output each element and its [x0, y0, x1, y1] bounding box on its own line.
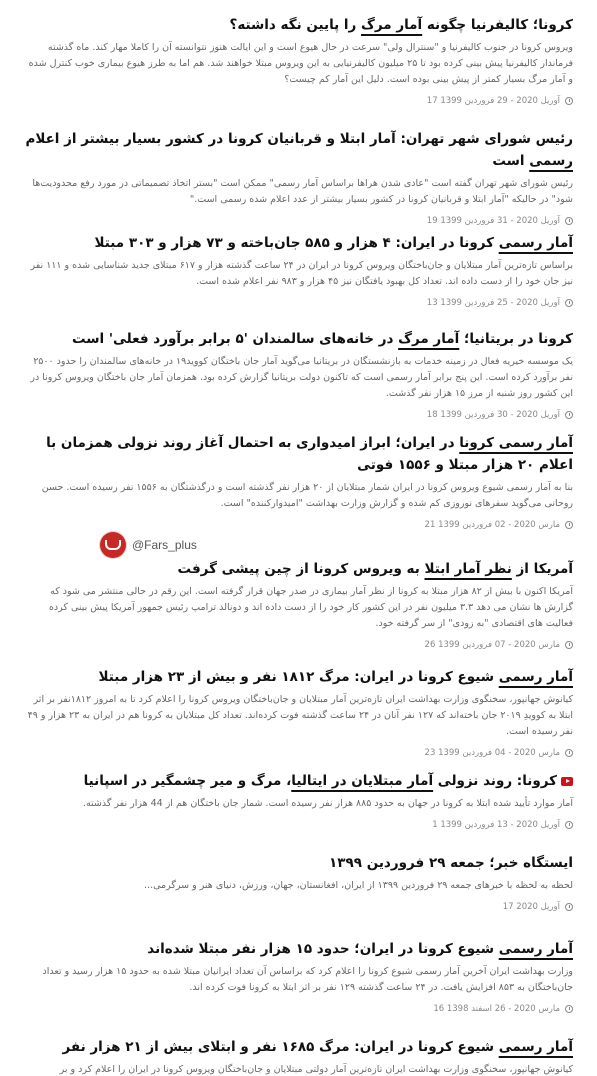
news-item [24, 666, 573, 758]
news-meta [24, 902, 573, 912]
clock-icon [565, 641, 573, 649]
title-text: کرونا در بریتانیا؛ [459, 331, 573, 347]
video-play-icon [561, 777, 573, 786]
news-meta [24, 96, 573, 106]
news-summary: کیانوش جهانپور، سخنگوی وزارت بهداشت ایران تازه‌ترین آمار مبتلایان و جان‌باختگان ویروس کرونا را اعلام کرد تا به امروز ۱۸۱۲نفر بر اثر ابتلا به کوویدِ ۲۰۱۹ جان باخته‌اند که ۱۲۷ نفر آنان در ۲۴ ساعت گذشته فوت کرده‌اند. تعداد کل مبتلایان به کرونا هم در ایران به ۲۳ هزار و ۴۹ نفر رسیده است. [27, 694, 573, 737]
clock-icon [565, 1005, 573, 1013]
news-summary: رئیس شورای شهر تهران گفته است "عادی شدن هراها براساس آمار رسمی" ممکن است "بستر اتخاذ تصمیماتی در مورد رفع محدودیت‌ها شود" در حالیکه "آمار ابتلا و قربانیان کرونا در کشور بسیار بیشتر از عدد اعلام شده رسمی است." [32, 178, 573, 205]
news-date: 1 آوریل 2020 - 13 فروردین 1399 [432, 820, 560, 830]
clock-icon [565, 903, 573, 911]
title-text: آمریکا از [511, 561, 573, 577]
news-title-link[interactable] [24, 328, 573, 350]
title-text: شیوع کرونا در ایران: مرگ ۱۸۱۲ نفر و بیش از ۲۳ هزار مبتلا [98, 669, 499, 685]
highlighted-term: آمار رسمی [498, 669, 573, 685]
news-title-link[interactable] [24, 432, 573, 476]
news-item [24, 770, 573, 830]
news-meta [24, 410, 573, 420]
news-item [24, 128, 573, 226]
news-date: 19 آوریل 2020 - 31 فروردین 1399 [426, 216, 560, 226]
news-item [24, 328, 573, 420]
highlighted-term: آمار مرگ [398, 331, 460, 347]
news-summary: لحظه به لحظه با خبرهای جمعه ۲۹ فروردین ۱۳۹۹ از ایران، افغانستان، جهان، ورزش، دنیای هنر و سرگرمی... [144, 880, 573, 891]
clock-icon [565, 749, 573, 757]
title-text: به ویروس کرونا از چین پیشی گرفت [177, 561, 425, 577]
news-item [24, 232, 573, 308]
news-summary: آمریکا اکنون با بیش از ۸۲ هزار مبتلا به کرونا از نظر آمار بیماری در صدر جهان قرار گرفته است. این رقم در حالی منتشر می شود که گزارش ها نشان می دهد ۳.۳ میلیون نفر در این کشور کار خود را از دست داده اند و دونالد ترامپ رئیس جمهور آمریکا پیش بینی کرده فعالیت های اقتصادی "به زودی" از سر گرفته خود. [48, 586, 573, 629]
news-summary: کیانوش جهانپور، سخنگوی وزارت بهداشت ایران تازه‌ترین آمار دولتی مبتلایان و جان‌باختگان ویروس کرونا در ایران را اعلام کرد و بر [59, 1064, 573, 1075]
news-date: 16 مارس 2020 - 26 اسفند 1398 [433, 1004, 560, 1014]
news-date: 26 مارس 2020 - 07 فروردین 1399 [424, 640, 560, 650]
news-meta [24, 820, 573, 830]
news-item [24, 852, 573, 912]
news-title-link[interactable] [24, 14, 573, 36]
news-summary: ویروس کرونا در جنوب کالیفرنیا و "سنترال ولی" سرعت در حال هیوع است و این ایالت هنوز نتوانسته آن را کاملا مهار کند. ماه گذشته فرماندار کالیفرنیا پیش بینی کرده بود تا ۲۵ میلیون کالیفرنیایی به این ویروس مبتلا خواهند شد. هم اما به طرز هیوع بیماری خوب کنترل شده و آمار مرگ بسیار کمتر از پیش بینی بوده است. دلیل این آمار کم چیست؟ [28, 42, 573, 85]
title-text: ، مرگ و میر چشمگیر در اسپانیا [83, 773, 292, 789]
highlighted-term: آمار مبتلایان در ایتالیا [291, 773, 434, 789]
news-meta [24, 216, 573, 226]
news-item [24, 432, 573, 530]
clock-icon [565, 97, 573, 105]
news-date: 21 مارس 2020 - 02 فروردین 1399 [424, 520, 560, 530]
news-summary: یک موسسه خیریه فعال در زمینه خدمات به بازنشستگان در بریتانیا می‌گوید آمار جان باختگان کووید۱۹ در خانه‌های سالمندان را حدود ۲۵۰۰ نفر برآورد کرده است. این پنج برابر آمار رسمی است که تاکنون دولت بریتانیا گزارش کرده بود. همزمان آمار جان باختگان ویروس کرونا در این کشور روز شنبه از مرز ۱۵ هزار نفر گذشت. [30, 356, 573, 399]
title-text: در ایران؛ ابراز امیدواری به احتمال آغاز روند نزولی همزمان با اعلام ۲۰ هزار مبتلا و ۱۵۵۶ فوتی [46, 435, 573, 473]
clock-icon [565, 821, 573, 829]
news-title-link[interactable] [24, 558, 573, 580]
title-text: شیوع کرونا در ایران: مرگ ۱۶۸۵ نفر و ابتلای بیش از ۲۱ هزار نفر [62, 1039, 499, 1055]
fars-plus-logo-icon [100, 532, 126, 558]
title-text: کرونا در ایران: ۴ هزار و ۵۸۵ جان‌باخته و ۷۳ هزار و ۳۰۳ مبتلا [94, 235, 499, 251]
highlighted-term: آمار رسمی کرونا [459, 435, 573, 451]
title-text: را پایین نگه داشته؟ [229, 17, 362, 33]
news-title-link[interactable] [24, 1036, 573, 1058]
news-title-link[interactable] [24, 666, 573, 688]
news-item [24, 558, 573, 650]
highlighted-term: آمار رسمی [498, 235, 573, 251]
news-title-link[interactable] [24, 232, 573, 254]
title-text: در خانه‌های سالمندان '۵ برابر برآورد فعلی' است [71, 331, 399, 347]
clock-icon [565, 299, 573, 307]
fars-plus-watermark [100, 532, 197, 558]
news-item [24, 938, 573, 1014]
highlighted-term: آمار مرگ [361, 17, 423, 33]
title-text: شیوع کرونا در ایران؛ حدود ۱۵ هزار نفر مبتلا شده‌اند [147, 941, 499, 957]
news-summary: آمار موارد تأیید شده ابتلا به کرونا در جهان به حدود ۸۸۵ هزار نفر رسیده است. شمار جان باختگان هم از 44 هزار نفر گذشته. [82, 798, 573, 809]
news-meta [24, 520, 573, 530]
watermark-handle: @Fars_plus [132, 538, 197, 552]
news-title-link[interactable] [24, 938, 573, 960]
news-summary: براساس تازه‌ترین آمار مبتلایان و جان‌باختگان ویروس کرونا در ایران در ۲۴ ساعت گذشته هزار و ۶۱۷ مبتلای جدید شناسایی شده و ۱۱۱ نفر نیز جان خود را از دست داده اند. تعداد کل بهبود یافتگان نیز ۴۵ هزار و ۹۸۳ نفر اعلام شده است. [30, 260, 573, 287]
news-date: 13 آوریل 2020 - 25 فروردین 1399 [426, 298, 560, 308]
highlighted-term: نظر آمار ابتلا [424, 561, 512, 577]
news-date: 17 آوریل 2020 [502, 902, 560, 912]
news-item [24, 14, 573, 106]
title-text: کرونا؛ کالیفرنیا چگونه [422, 17, 573, 33]
news-date: 18 آوریل 2020 - 30 فروردین 1399 [426, 410, 560, 420]
highlighted-term: رسمی [529, 153, 573, 169]
news-title-link[interactable] [24, 770, 573, 792]
news-summary: بنا به آمار رسمی شیوع ویروس کرونا در ایران شمار مبتلایان از ۲۰ هزار نفر گذشته است و درگذشتگان به ۱۵۵۶ نفر رسیده است. حسن روحانی می‌گوید سفرهای نوروزی کم شده و گزارش وزارت بهداشت "امیدوارکننده" است. [41, 482, 573, 509]
news-meta [24, 748, 573, 758]
news-meta [24, 640, 573, 650]
news-meta [24, 1004, 573, 1014]
news-date: 17 آوریل 2020 - 29 فروردین 1399 [426, 96, 560, 106]
clock-icon [565, 521, 573, 529]
clock-icon [565, 217, 573, 225]
news-title-link[interactable] [24, 128, 573, 172]
title-text: کرونا: روند نزولی [433, 773, 557, 789]
clock-icon [565, 411, 573, 419]
title-text: ایستگاه خبر؛ جمعه ۲۹ فروردین ۱۳۹۹ [329, 855, 573, 871]
news-meta [24, 298, 573, 308]
news-date: 23 مارس 2020 - 04 فروردین 1399 [424, 748, 560, 758]
title-text: رئیس شورای شهر تهران: آمار ابتلا و قربانیان کرونا در کشور بسیار بیشتر از اعلام [25, 131, 573, 147]
highlighted-term: آمار رسمی [498, 941, 573, 957]
news-title-link[interactable] [24, 852, 573, 874]
title-text: است [492, 153, 530, 169]
news-item [24, 1036, 573, 1076]
news-summary: وزارت بهداشت ایران آخرین آمار رسمی شیوع کرونا را اعلام کرد که براساس آن تعداد ایرانیان مبتلا شده به حدود ۱۵ هزار رسید و تعداد جان‌باختگان به ۸۵۳ افزایش یافت. در ۲۴ ساعت گذشته ۱۲۹ نفر بر اثر ابتلا به کرونا فوت کرده اند. [42, 966, 573, 993]
highlighted-term: آمار رسمی [498, 1039, 573, 1055]
